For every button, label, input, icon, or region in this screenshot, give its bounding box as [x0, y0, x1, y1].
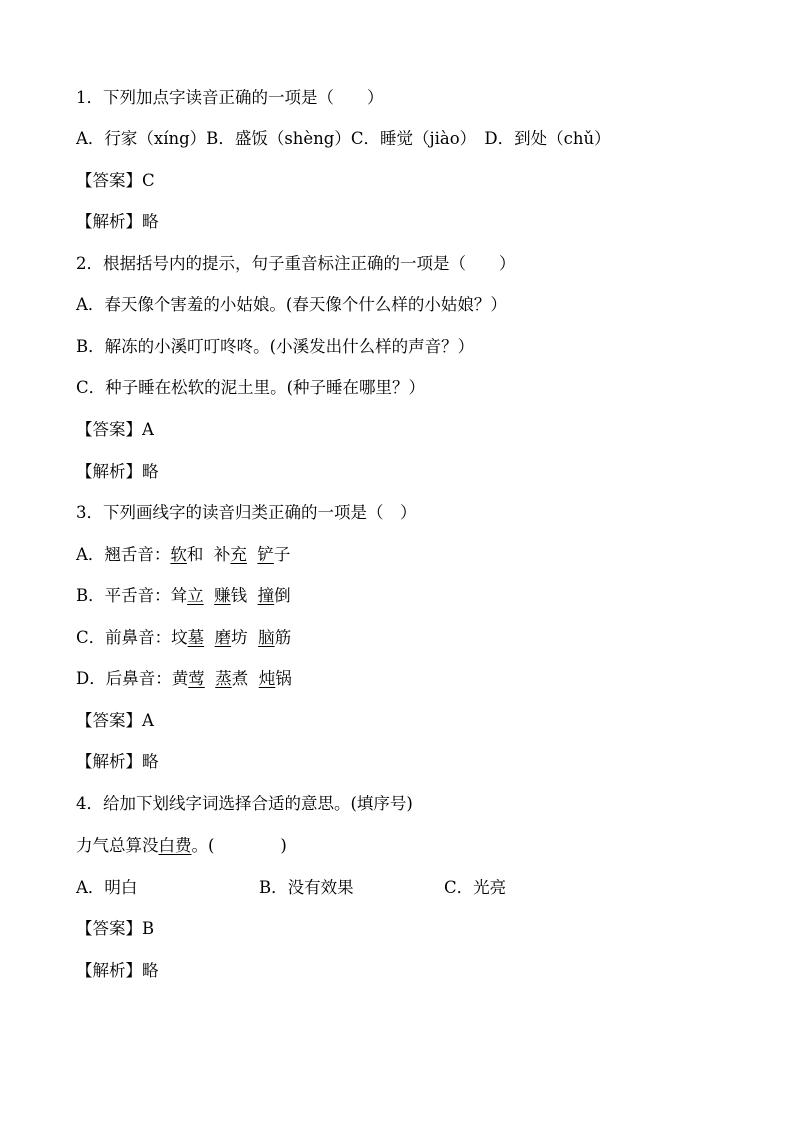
underlined-char: 墓	[187, 628, 205, 647]
question-1-options: A．行家（xíng）B．盛饭（shèng）C．睡觉（jiào） D．到处（chǔ）	[76, 129, 611, 148]
question-1-answer	[76, 169, 155, 193]
underlined-char: 赚	[214, 586, 231, 605]
sentence-text: 。( )	[191, 836, 287, 855]
underlined-char: 磨	[214, 628, 232, 647]
question-2-analysis	[76, 460, 159, 484]
question-1-stem: 1．下列加点字读音正确的一项是（ ）	[76, 88, 384, 107]
underlined-word: 白费	[158, 836, 192, 855]
option-prefix: B．平舌音：	[76, 586, 171, 605]
answer-value: B	[142, 919, 155, 938]
question-3-stem: 3．下列画线字的读音归类正确的一项是（ ）	[76, 503, 417, 522]
question-4-analysis	[76, 959, 159, 983]
word-char: 耸	[170, 586, 188, 605]
analysis-label: 【解析】	[76, 462, 142, 481]
underlined-char: 炖	[258, 669, 276, 688]
option-prefix: C．前鼻音：	[76, 628, 172, 647]
question-4-option-a: A．明白	[76, 878, 138, 897]
analysis-value: 略	[142, 212, 159, 231]
answer-label: 【答案】	[76, 420, 142, 439]
answer-label: 【答案】	[76, 171, 142, 190]
word-char: 倒	[274, 586, 291, 605]
analysis-label: 【解析】	[76, 212, 142, 231]
question-2-option-b: B．解冻的小溪叮叮咚咚。(小溪发出什么样的声音？）	[76, 337, 475, 356]
answer-label: 【答案】	[76, 711, 142, 730]
analysis-label: 【解析】	[76, 752, 142, 771]
question-4-stem: 4．给加下划线字词选择合适的意思。(填序号)	[76, 794, 413, 813]
word-char: 黄	[171, 669, 189, 688]
question-2-answer	[76, 418, 154, 442]
word-char: 补	[213, 545, 231, 564]
word-char: 坊	[231, 628, 248, 647]
question-4-option-c: C．光亮	[444, 878, 507, 897]
question-4-sentence	[76, 834, 287, 858]
word-char: 钱	[230, 586, 248, 605]
option-prefix: A．翘舌音：	[76, 545, 171, 564]
underlined-char: 脑	[258, 628, 275, 647]
option-prefix: D．后鼻音：	[76, 669, 172, 688]
question-3-analysis	[76, 750, 159, 774]
underlined-char: 充	[230, 545, 247, 564]
analysis-value: 略	[142, 961, 159, 980]
underlined-char: 铲	[257, 545, 274, 564]
answer-label: 【答案】	[76, 919, 142, 938]
underlined-char: 软	[170, 545, 187, 564]
analysis-label: 【解析】	[76, 961, 142, 980]
underlined-char: 撞	[257, 586, 275, 605]
question-3-option-b	[76, 584, 291, 608]
question-2-option-c: C．种子睡在松软的泥土里。(种子睡在哪里？）	[76, 378, 426, 397]
word-char: 子	[273, 545, 291, 564]
question-3-option-a	[76, 543, 290, 567]
question-3-option-d	[76, 667, 292, 691]
word-char: 筋	[274, 628, 292, 647]
underlined-char: 蒸	[215, 669, 232, 688]
answer-value: C	[142, 171, 155, 190]
answer-value: A	[142, 420, 154, 439]
analysis-value: 略	[142, 752, 159, 771]
analysis-value: 略	[142, 462, 159, 481]
word-char: 锅	[275, 669, 292, 688]
word-char: 坟	[171, 628, 188, 647]
sentence-text: 力气总算没	[76, 836, 159, 855]
word-char: 煮	[231, 669, 249, 688]
question-4-option-b: B．没有效果	[259, 878, 354, 897]
underlined-char: 莺	[188, 669, 205, 688]
underlined-char: 立	[187, 586, 204, 605]
answer-value: A	[142, 711, 154, 730]
question-3-answer	[76, 709, 154, 733]
question-3-option-c	[76, 626, 291, 650]
question-1-analysis	[76, 210, 159, 234]
word-char: 和	[186, 545, 204, 564]
question-2-stem: 2．根据括号内的提示，句子重音标注正确的一项是（ ）	[76, 254, 516, 273]
question-4-answer	[76, 917, 154, 941]
question-2-option-a: A．春天像个害羞的小姑娘。(春天像个什么样的小姑娘？）	[76, 295, 507, 314]
